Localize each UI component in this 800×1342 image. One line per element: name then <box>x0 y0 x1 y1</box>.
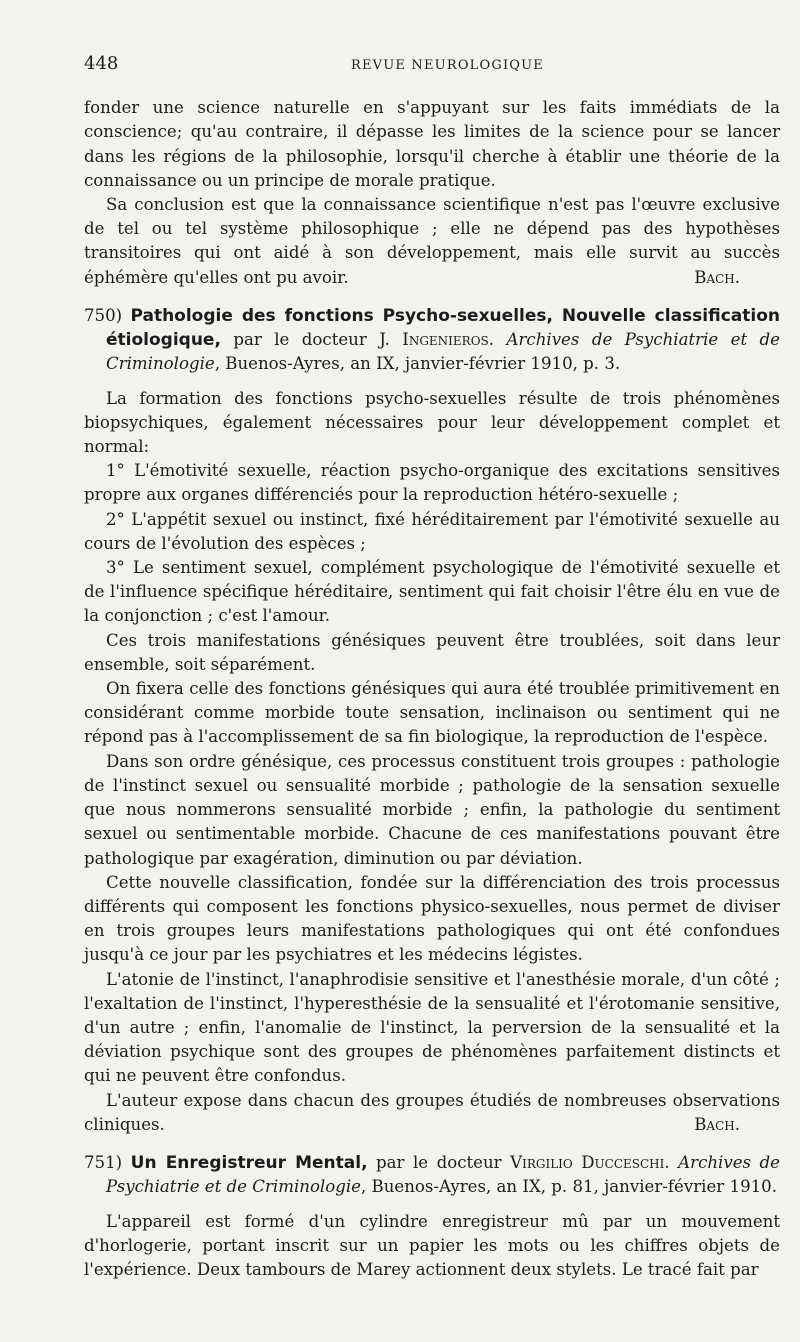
author-name: Virgilio Ducceschi <box>510 1153 665 1173</box>
review-text: fonder une science naturelle en s'appuyant sur les faits immédiats de la conscience; qu'au contraire, il dépasse les limites de la science pour se lancer dans les régions de la philosophie, lorsqu'il cherche à établir une théorie de la connaissance ou un principe de morale pratique. <box>84 98 780 190</box>
source-details: , Buenos-Ayres, an IX, janvier-février 1910, p. 3. <box>214 354 621 374</box>
separator: . <box>664 1153 679 1173</box>
abstract-paragraph: 3° Le sentiment sexuel, complément psychologique de l'émotivité sexuelle et de l'influence spécifique héréditaire, sentiment qui fait choisir l'être élu en vue de la conjonction ; c'est l'amour. <box>84 558 780 626</box>
author-name: Ingenieros <box>402 330 489 350</box>
journal-title: REVUE NEUROLOGIQUE <box>350 58 544 73</box>
source-journal: Archives de Psychiatrie et de Criminologie <box>106 330 780 374</box>
source-details: , Buenos-Ayres, an IX, p. 81, janvier-février 1910. <box>360 1177 778 1197</box>
abstract-paragraph: 2° L'appétit sexuel ou instinct, fixé héréditairement par l'émotivité sexuelle au cours de l'évolution des espèces ; <box>84 509 780 553</box>
reviewer-signature: Bach. <box>694 267 740 287</box>
separator: . <box>488 330 507 350</box>
abstract-paragraph: Ces trois manifestations génésiques peuvent être troublées, soit dans leur ensemble, soit séparément. <box>84 630 780 674</box>
abstract-paragraph: Dans son ordre génésique, ces processus constituent trois groupes : pathologie de l'instinct sexuel ou sensualité morbide ; pathologie de la sensation sexuelle que nous nommerons sensualité morbide ; enfin, la pathologie du sentiment sexuel ou sentimentable morbide. Chacune de ces manifestations pouvant être pathologique par exagération, diminution ou par déviation. <box>84 751 780 868</box>
review-text: Sa conclusion est que la connaissance scientifique n'est pas l'œuvre exclusive de tel ou tel système philosophique ; elle ne dépend pas des hypothèses transitoires qui ont aidé à son développement, mais elle survit au succès éphémère qu'elles ont pu avoir. <box>84 195 780 287</box>
abstract-paragraph: L'appareil est formé d'un cylindre enregistreur mû par un mouvement d'horlogerie, portant inscrit sur un papier les mots ou les chiffres objets de l'expérience. Deux tambours de Marey actionnent deux stylets. Le tracé fait par <box>84 1211 780 1279</box>
abstract-heading <box>84 304 780 377</box>
abstract-paragraph: L'atonie de l'instinct, l'anaphrodisie sensitive et l'anesthésie morale, d'un côté ; l'exaltation de l'instinct, l'hyperesthésie de la sensualité et l'érotomanie sensitive, d'un autre ; enfin, l'anomalie de l'instinct, la perversion de la sensualité et la déviation psychique sont des groupes de phénomènes parfaitement distincts et qui ne peuvent être confondus. <box>84 969 780 1086</box>
abstract-paragraph: L'auteur expose dans chacun des groupes étudiés de nombreuses observations cliniques. <box>84 1090 780 1134</box>
abstract-paragraph: On fixera celle des fonctions génésiques qui aura été troublée primitivement en considérant comme morbide toute sensation, inclinaison ou sentiment qui ne répond pas à l'accomplissement de sa fin biologique, la reproduction de l'espèce. <box>84 679 780 747</box>
abstract-paragraph: La formation des fonctions psycho-sexuelles résulte de trois phénomènes biopsychiques, également nécessaires pour leur développement complet et normal: <box>84 388 780 457</box>
running-header <box>84 52 780 78</box>
abstract-heading <box>84 1151 780 1199</box>
author-prefix: par le docteur <box>367 1153 511 1173</box>
abstract-paragraph: Cette nouvelle classification, fondée sur la différenciation des trois processus différents qui composent les fonctions physico-sexuelles, nous permet de diviser en trois groupes leurs manifestations pathologiques qui ont été confondues jusqu'à ce jour par les psychiatres et les médecins légistes. <box>84 872 780 965</box>
reviewer-signature: Bach. <box>694 1114 740 1134</box>
abstract-number: 750) <box>84 306 123 326</box>
abstract-paragraph: 1° L'émotivité sexuelle, réaction psycho-organique des excitations sensitives propre aux organes différenciés pour la reproduction hétéro-sexuelle ; <box>84 461 780 505</box>
source-journal: Archives de Psychiatrie et de Criminologie <box>106 1153 781 1197</box>
abstract-number: 751) <box>84 1153 123 1173</box>
author-prefix: par le docteur J. <box>220 330 403 350</box>
abstract-title: Un Enregistreur Mental, <box>130 1153 368 1174</box>
abstract-title: Pathologie des fonctions Psycho-sexuelles, Nouvelle classification étiologique, <box>106 306 780 351</box>
page-number: 448 <box>84 53 119 74</box>
journal-page <box>84 52 780 1282</box>
